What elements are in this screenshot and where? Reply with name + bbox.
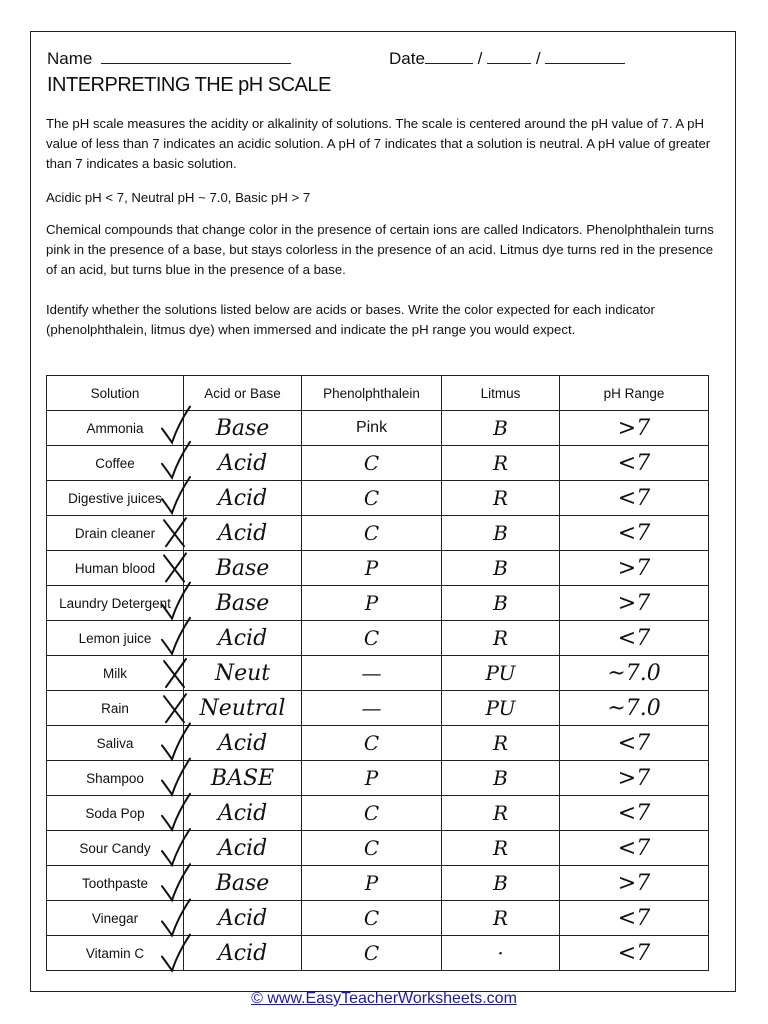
phenolphthalein-cell[interactable]: C	[302, 936, 442, 971]
phenolphthalein-cell[interactable]: C	[302, 516, 442, 551]
ph-range-cell[interactable]: ~7.0	[560, 691, 709, 726]
table-row	[47, 446, 709, 481]
phenolphthalein-cell[interactable]: P	[302, 761, 442, 796]
solution-cell: Lemon juice	[47, 621, 184, 656]
table-row	[47, 411, 709, 446]
table-row	[47, 936, 709, 971]
date-separator: /	[477, 49, 483, 68]
phenolphthalein-cell[interactable]: —	[302, 656, 442, 691]
acid-base-cell[interactable]: Base	[184, 586, 302, 621]
table-row	[47, 796, 709, 831]
ph-range-cell[interactable]: <7	[560, 516, 709, 551]
acid-base-cell[interactable]: Acid	[184, 481, 302, 516]
litmus-cell[interactable]: PU	[442, 656, 560, 691]
acid-base-cell[interactable]: Acid	[184, 901, 302, 936]
solutions-table	[46, 375, 709, 971]
worksheet	[30, 31, 736, 992]
phenolphthalein-cell[interactable]: P	[302, 551, 442, 586]
solution-cell: Digestive juices	[47, 481, 184, 516]
indicators-paragraph: Chemical compounds that change color in the presence of certain ions are called Indicators. Phenolphthalein turns pink in the presence of a base, but stays colorless in the presence of an acid. Litmus dye turns red in the presence of an acid, but turns blue in the presence of a base.	[46, 222, 714, 277]
acid-base-cell[interactable]: Acid	[184, 726, 302, 761]
litmus-cell[interactable]: B	[442, 586, 560, 621]
litmus-cell[interactable]: R	[442, 726, 560, 761]
name-field[interactable]	[47, 48, 291, 69]
ph-range-cell[interactable]: >7	[560, 551, 709, 586]
ph-range-cell[interactable]: <7	[560, 831, 709, 866]
name-label: Name	[47, 49, 93, 68]
solution-cell: Sour Candy	[47, 831, 184, 866]
acid-base-cell[interactable]: Acid	[184, 446, 302, 481]
header-ph-range: pH Range	[560, 376, 709, 411]
acid-base-cell[interactable]: BASE	[184, 761, 302, 796]
table-row	[47, 656, 709, 691]
litmus-cell[interactable]: B	[442, 866, 560, 901]
solution-cell: Coffee	[47, 446, 184, 481]
litmus-cell[interactable]: R	[442, 901, 560, 936]
ph-range-cell[interactable]: <7	[560, 726, 709, 761]
litmus-cell[interactable]: B	[442, 516, 560, 551]
ph-range-cell[interactable]: <7	[560, 796, 709, 831]
litmus-cell[interactable]: B	[442, 551, 560, 586]
phenolphthalein-cell[interactable]: Pink	[302, 411, 442, 446]
phenolphthalein-cell[interactable]: C	[302, 621, 442, 656]
ph-range-cell[interactable]: ~7.0	[560, 656, 709, 691]
ph-range-cell[interactable]: >7	[560, 866, 709, 901]
phenolphthalein-cell[interactable]: C	[302, 901, 442, 936]
acid-base-cell[interactable]: Neut	[184, 656, 302, 691]
solution-cell: Soda Pop	[47, 796, 184, 831]
date-blank-month[interactable]	[425, 48, 473, 64]
litmus-cell[interactable]: ·	[442, 936, 560, 971]
litmus-cell[interactable]: R	[442, 796, 560, 831]
acid-base-cell[interactable]: Neutral	[184, 691, 302, 726]
litmus-cell[interactable]: B	[442, 411, 560, 446]
intro-paragraph: The pH scale measures the acidity or alkalinity of solutions. The scale is centered around the pH value of 7. A pH value of less than 7 indicates an acidic solution. A pH of 7 indicates that a solution is neutral. A pH value of greater than 7 indicates a basic solution.	[46, 116, 711, 171]
phenolphthalein-cell[interactable]: C	[302, 481, 442, 516]
ph-range-cell[interactable]: >7	[560, 761, 709, 796]
solution-cell: Vinegar	[47, 901, 184, 936]
litmus-cell[interactable]: R	[442, 446, 560, 481]
table-body	[47, 411, 709, 971]
ph-range-cell[interactable]: <7	[560, 481, 709, 516]
date-blank-year[interactable]	[545, 48, 625, 64]
acid-base-cell[interactable]: Acid	[184, 796, 302, 831]
header-solution: Solution	[47, 376, 184, 411]
phenolphthalein-cell[interactable]: C	[302, 796, 442, 831]
litmus-cell[interactable]: PU	[442, 691, 560, 726]
solution-cell: Ammonia	[47, 411, 184, 446]
date-field[interactable]	[389, 48, 625, 69]
phenolphthalein-cell[interactable]: P	[302, 866, 442, 901]
table-header-row	[47, 376, 709, 411]
solution-cell: Saliva	[47, 726, 184, 761]
solution-cell: Human blood	[47, 551, 184, 586]
table-row	[47, 831, 709, 866]
table-row	[47, 761, 709, 796]
litmus-cell[interactable]: R	[442, 831, 560, 866]
acid-base-cell[interactable]: Acid	[184, 831, 302, 866]
footer-link[interactable]: © www.EasyTeacherWorksheets.com	[251, 990, 517, 1007]
acid-base-cell[interactable]: Acid	[184, 621, 302, 656]
ph-range-cell[interactable]: <7	[560, 446, 709, 481]
litmus-cell[interactable]: B	[442, 761, 560, 796]
phenolphthalein-cell[interactable]: P	[302, 586, 442, 621]
phenolphthalein-cell[interactable]: C	[302, 831, 442, 866]
acid-base-cell[interactable]: Base	[184, 866, 302, 901]
solution-cell: Drain cleaner	[47, 516, 184, 551]
phenolphthalein-cell[interactable]: C	[302, 446, 442, 481]
instructions-paragraph: Identify whether the solutions listed below are acids or bases. Write the color expected for each indicator (phenolphthalein, litmus dye) when immersed and indicate the pH range you would expect.	[46, 302, 655, 337]
page-title: INTERPRETING THE pH SCALE	[47, 74, 331, 96]
solution-cell: Rain	[47, 691, 184, 726]
phenolphthalein-cell[interactable]: —	[302, 691, 442, 726]
solution-cell: Shampoo	[47, 761, 184, 796]
acid-base-cell[interactable]: Base	[184, 551, 302, 586]
ph-range-cell[interactable]: <7	[560, 936, 709, 971]
header-phenolphthalein: Phenolphthalein	[302, 376, 442, 411]
table-row	[47, 866, 709, 901]
table-row	[47, 901, 709, 936]
table-row	[47, 481, 709, 516]
table-row	[47, 726, 709, 761]
litmus-cell[interactable]: R	[442, 621, 560, 656]
acid-base-cell[interactable]: Acid	[184, 516, 302, 551]
header-litmus: Litmus	[442, 376, 560, 411]
solution-cell: Laundry Detergent	[47, 586, 184, 621]
acid-base-cell[interactable]: Acid	[184, 936, 302, 971]
ph-range-cell[interactable]: <7	[560, 901, 709, 936]
date-separator: /	[535, 49, 541, 68]
table-row	[47, 621, 709, 656]
table-row	[47, 586, 709, 621]
solution-cell: Toothpaste	[47, 866, 184, 901]
date-blank-day[interactable]	[487, 48, 531, 64]
ph-range-cell[interactable]: <7	[560, 621, 709, 656]
acid-base-cell[interactable]: Base	[184, 411, 302, 446]
litmus-cell[interactable]: R	[442, 481, 560, 516]
ph-range-cell[interactable]: >7	[560, 586, 709, 621]
header-acid-or-base: Acid or Base	[184, 376, 302, 411]
name-blank[interactable]	[101, 48, 291, 64]
table-row	[47, 516, 709, 551]
date-label: Date	[389, 49, 425, 68]
solution-cell: Vitamin C	[47, 936, 184, 971]
phenolphthalein-cell[interactable]: C	[302, 726, 442, 761]
ph-range-cell[interactable]: >7	[560, 411, 709, 446]
table-row	[47, 551, 709, 586]
ranges-paragraph: Acidic pH < 7, Neutral pH ~ 7.0, Basic pH > 7	[46, 190, 311, 205]
header-row	[47, 48, 727, 72]
solution-cell: Milk	[47, 656, 184, 691]
table-row	[47, 691, 709, 726]
